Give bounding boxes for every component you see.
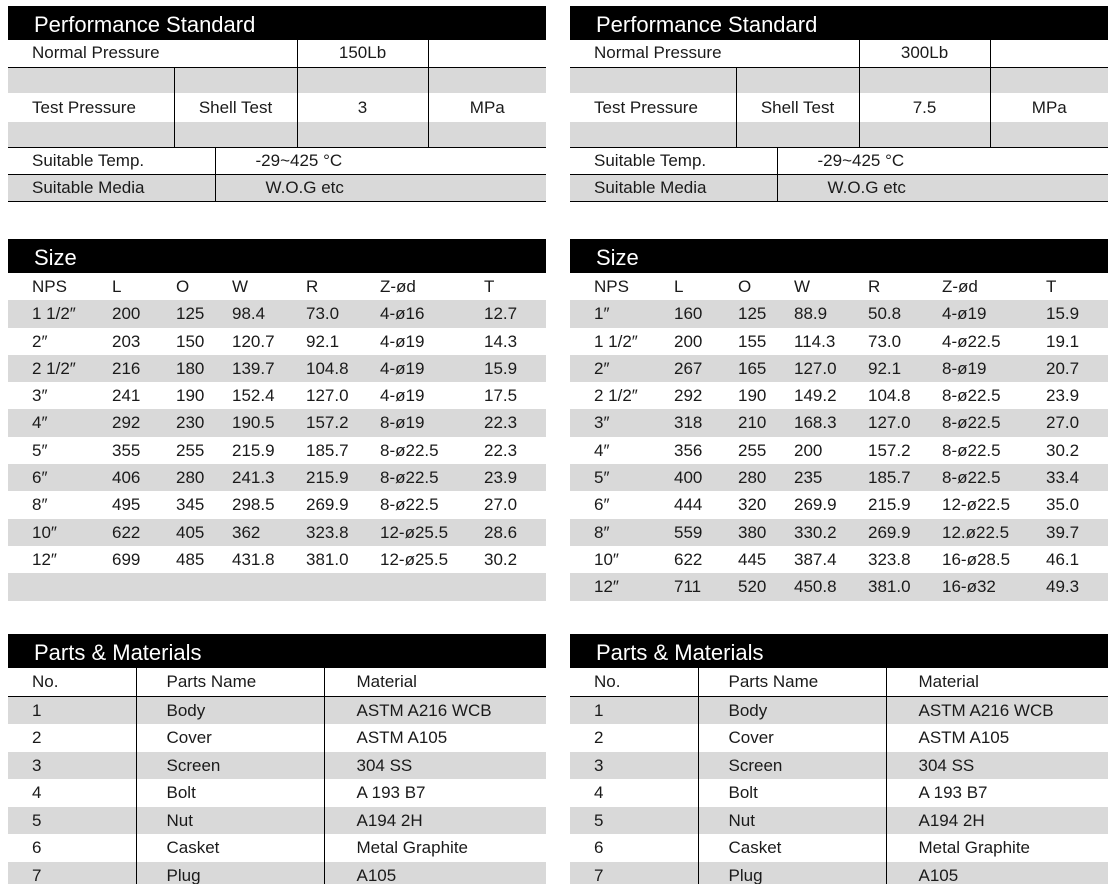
column-header: Z-ød (942, 277, 978, 296)
table-row: 6″ 444 320 269.9 215.9 12-ø22.5 35.0 (594, 495, 1080, 515)
table-row: 3 Screen 304 SS (8, 752, 546, 780)
column-header: Parts Name (698, 668, 886, 696)
table-row: 2 Cover ASTM A105 (570, 724, 1108, 752)
table-row: 1 1/2″ 200 125 98.4 73.0 4-ø16 12.7 (8, 300, 546, 327)
normal-pressure-value: 150Lb (297, 40, 428, 67)
column-header: Z-ød (380, 277, 416, 296)
suitable-media-value: W.O.G etc (215, 174, 546, 201)
column-header: Parts Name (136, 668, 324, 696)
test-pressure-label: Test Pressure (594, 97, 698, 117)
parts-table (570, 668, 1108, 884)
shell-test-value: 3 (297, 93, 428, 122)
parts-header-row (570, 668, 1108, 696)
column-header: No. (32, 672, 59, 691)
table-row: 6 Casket Metal Graphite (8, 834, 546, 862)
table-row: 2″ 203 150 120.7 92.1 4-ø19 14.3 (32, 331, 518, 351)
section-title: Parts & Materials (8, 634, 546, 668)
table-row: 7 Plug A105 (570, 862, 1108, 884)
section-title: Parts & Materials (570, 634, 1108, 668)
suitable-temp-value: -29~425 °C (777, 147, 1108, 174)
pressure-unit: MPa (990, 93, 1108, 122)
column-header: Material (886, 668, 1108, 696)
table-row: 7 Plug A105 (8, 862, 546, 884)
suitable-temp-label: Suitable Temp. (594, 150, 707, 170)
table-row: 1 Body ASTM A216 WCB (570, 696, 1108, 724)
table-row: 2 1/2″ 292 190 149.2 104.8 8-ø22.5 23.9 (594, 386, 1080, 406)
table-row: 8″ 495 345 298.5 269.9 8-ø22.5 27.0 (32, 495, 518, 515)
column-header: O (738, 277, 752, 296)
table-row: 12″ 699 485 431.8 381.0 12-ø25.5 30.2 (32, 549, 518, 569)
table-row: 6″ 406 280 241.3 215.9 8-ø22.5 23.9 (8, 464, 546, 491)
column-header: T (1046, 277, 1057, 296)
table-row: 2 Cover ASTM A105 (8, 724, 546, 752)
performance-standard-section (8, 6, 546, 202)
size-header-row (570, 273, 1108, 300)
table-row: 1″ 160 125 88.9 50.8 4-ø19 15.9 (570, 300, 1108, 327)
normal-pressure-label: Normal Pressure (32, 43, 160, 63)
column-header: R (868, 277, 881, 296)
normal-pressure-label: Normal Pressure (594, 43, 722, 63)
size-table (8, 273, 546, 601)
table-row: 1 Body ASTM A216 WCB (8, 696, 546, 724)
column-header: W (232, 277, 249, 296)
section-title: Size (570, 239, 1108, 273)
performance-standard-section (570, 6, 1108, 202)
shell-test-label: Shell Test (174, 93, 297, 122)
table-row: 1 1/2″ 200 155 114.3 73.0 4-ø22.5 19.1 (594, 331, 1080, 351)
table-row: 10″ 622 405 362 323.8 12-ø25.5 28.6 (8, 519, 546, 546)
suitable-media-value: W.O.G etc (777, 174, 1108, 201)
table-row: 3 Screen 304 SS (570, 752, 1108, 780)
table-row (8, 573, 546, 600)
table-row: 5″ 355 255 215.9 185.7 8-ø22.5 22.3 (32, 440, 518, 460)
table-row: 6 Casket Metal Graphite (570, 834, 1108, 862)
column-header: W (794, 277, 811, 296)
size-table (570, 273, 1108, 601)
table-row: 4 Bolt A 193 B7 (570, 779, 1108, 807)
table-row: 3″ 318 210 168.3 127.0 8-ø22.5 27.0 (570, 409, 1108, 436)
column-header: No. (594, 672, 621, 691)
shell-test-value: 7.5 (859, 93, 990, 122)
parts-materials-section (8, 634, 546, 884)
performance-table (8, 40, 546, 202)
table-row: 2 1/2″ 216 180 139.7 104.8 4-ø19 15.9 (8, 355, 546, 382)
table-row: 2″ 267 165 127.0 92.1 8-ø19 20.7 (570, 355, 1108, 382)
normal-pressure-value: 300Lb (859, 40, 990, 67)
suitable-media-label: Suitable Media (32, 177, 145, 197)
test-pressure-label: Test Pressure (32, 97, 136, 117)
parts-materials-section (570, 634, 1108, 884)
table-row: 4″ 292 230 190.5 157.2 8-ø19 22.3 (8, 409, 546, 436)
section-title: Performance Standard (570, 6, 1108, 40)
performance-table (570, 40, 1108, 202)
size-section (570, 239, 1108, 601)
column-header: L (674, 277, 684, 296)
pressure-unit: MPa (428, 93, 546, 122)
section-title: Size (8, 239, 546, 273)
section-title: Performance Standard (8, 6, 546, 40)
column-header: L (112, 277, 122, 296)
shell-test-label: Shell Test (736, 93, 859, 122)
size-header-row (8, 273, 546, 300)
suitable-temp-label: Suitable Temp. (32, 150, 145, 170)
table-row: 4 Bolt A 193 B7 (8, 779, 546, 807)
table-row: 5 Nut A194 2H (8, 807, 546, 835)
column-header: T (484, 277, 495, 296)
column-header: O (176, 277, 190, 296)
table-row: 3″ 241 190 152.4 127.0 4-ø19 17.5 (32, 386, 518, 406)
table-row: 5″ 400 280 235 185.7 8-ø22.5 33.4 (570, 464, 1108, 491)
size-section (8, 239, 546, 601)
table-row: 5 Nut A194 2H (570, 807, 1108, 835)
table-row: 12″ 711 520 450.8 381.0 16-ø32 49.3 (570, 573, 1108, 600)
suitable-temp-value: -29~425 °C (215, 147, 546, 174)
column-header: NPS (32, 277, 67, 296)
suitable-media-label: Suitable Media (594, 177, 707, 197)
table-row: 4″ 356 255 200 157.2 8-ø22.5 30.2 (594, 440, 1080, 460)
table-row: 8″ 559 380 330.2 269.9 12.ø22.5 39.7 (570, 519, 1108, 546)
column-header: R (306, 277, 319, 296)
table-row: 10″ 622 445 387.4 323.8 16-ø28.5 46.1 (594, 549, 1080, 569)
parts-table (8, 668, 546, 884)
parts-header-row (8, 668, 546, 696)
column-header: NPS (594, 277, 629, 296)
column-header: Material (324, 668, 546, 696)
